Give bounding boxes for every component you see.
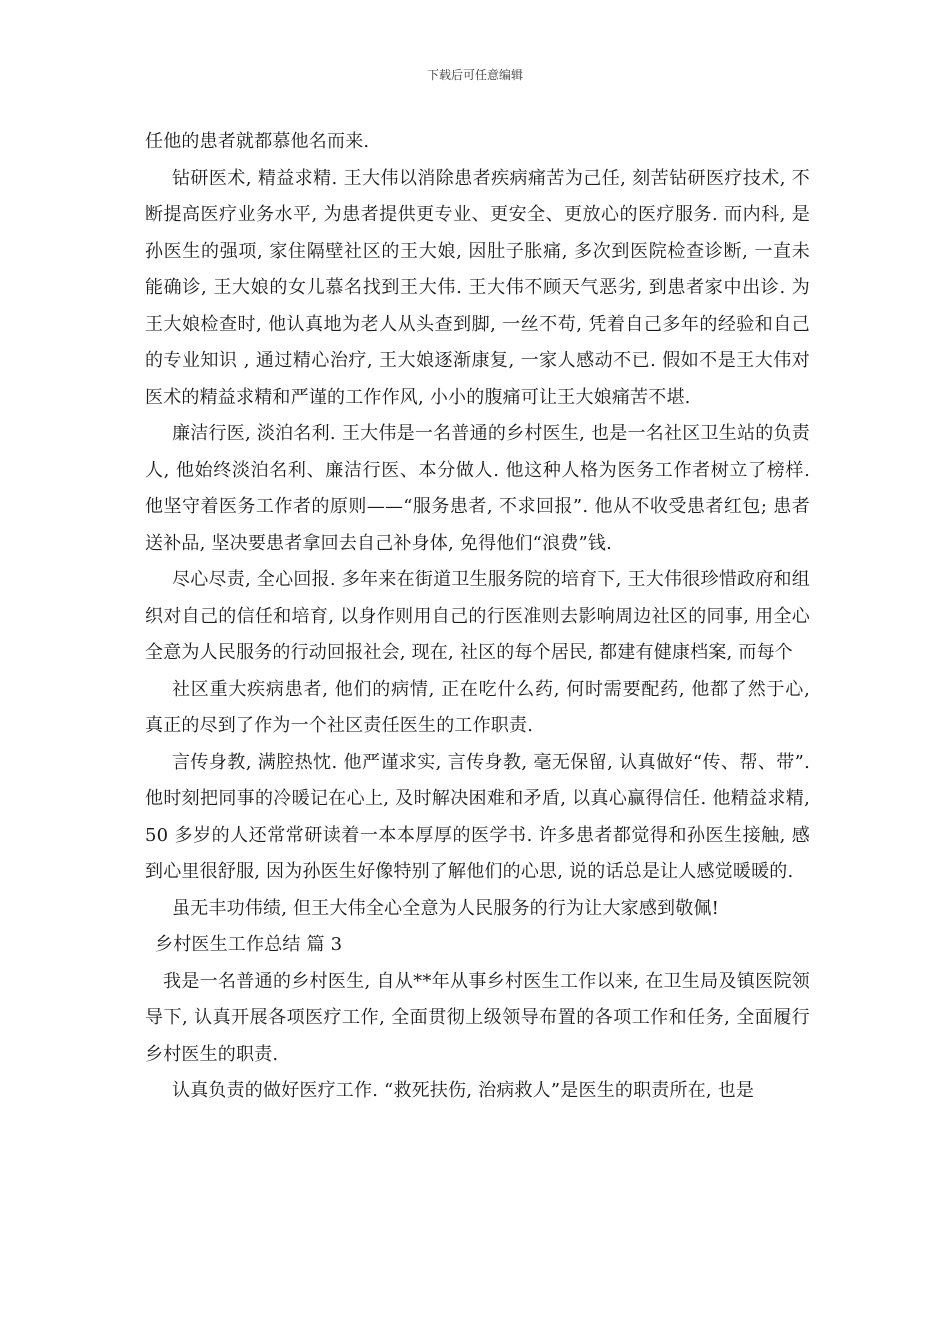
paragraph-2: 钻研医术, 精益求精. 王大伟以消除患者疾病痛苦为己任, 刻苦钻研医疗技术, 不断提高医疗业务水平, 为患者提供更专业、更安全、更放心的医疗服务. 而内科, 是孙医生的强项, 家住隔壁社区的王大娘, 因肚子胀痛, 多次到医院检查诊断, 一直未能确诊, 王大娘的女儿慕名找到王大伟. 王大伟不顾天气恶劣, 到患者家中出诊. 为王大娘检查时, 他认真地为老人从头查到脚, 一丝不苟, 凭着自己多年的经验和自己的专业知识 , 通过精心治疗, 王大娘逐渐康复, 一家人感动不已. 假如不是王大伟对医术的精益求精和严谨的工作作风, 小小的腹痛可让王大娘痛苦不堪.: [145, 167, 810, 408]
paragraph-7: 虽无丰功伟绩, 但王大伟全心全意为人民服务的行为让大家感到敬佩!: [172, 897, 720, 919]
section-title: 乡村医生工作总结 篇 3: [155, 934, 343, 955]
paragraph-6: 言传身教, 满腔热忱. 他严谨求实, 言传身教, 毫无保留, 认真做好“传、帮、带”. 他时刻把同事的冷暖记在心上, 及时解决困难和矛盾, 以真心赢得信任. 他精益求精, 50 多岁的人还常常研读着一本本厚厚的医学书. 许多患者都觉得和孙医生接触, 感到心里很舒服, 因为孙医生好像特别了解他们的心思, 说的话总是让人感觉暖暖的.: [145, 751, 810, 882]
document-body: [145, 124, 810, 1110]
section-paragraph-1: 我是一名普通的乡村医生, 自从**年从事乡村医生工作以来, 在卫生局及镇医院领导下, 认真开展各项医疗工作, 全面贯彻上级领导布置的各项工作和任务, 全面履行乡村医生的职责.: [145, 970, 810, 1065]
paragraph-4: 尽心尽责, 全心回报. 多年来在街道卫生服务院的培育下, 王大伟很珍惜政府和组织对自己的信任和培育, 以身作则用自己的行医准则去影响周边社区的同事, 用全心全意为人民服务的行动回报社会, 现在, 社区的每个居民, 都建有健康档案, 而每个: [145, 569, 810, 663]
paragraph-3: 廉洁行医, 淡泊名利. 王大伟是一名普通的乡村医生, 也是一名社区卫生站的负责人, 他始终淡泊名利、廉洁行医、本分做人. 他这种人格为医务工作者树立了榜样. 他坚守着医务工作者的原则——“服务患者, 不求回报”. 他从不收受患者红包; 患者送补品, 坚决要患者拿回去自己补身体, 免得他们“浪费”钱.: [145, 423, 810, 554]
page-header: 下载后可任意编辑: [426, 68, 523, 82]
section-paragraph-2: 认真负责的做好医疗工作. “救死扶伤, 治病救人”是医生的职责所在, 也是: [172, 1080, 755, 1101]
paragraph-5: 社区重大疾病患者, 他们的病情, 正在吃什么药, 何时需要配药, 他都了然于心, 真正的尽到了作为一个社区责任医生的工作职责.: [145, 678, 810, 736]
paragraph-1: 任他的患者就都慕他名而来.: [145, 131, 370, 152]
